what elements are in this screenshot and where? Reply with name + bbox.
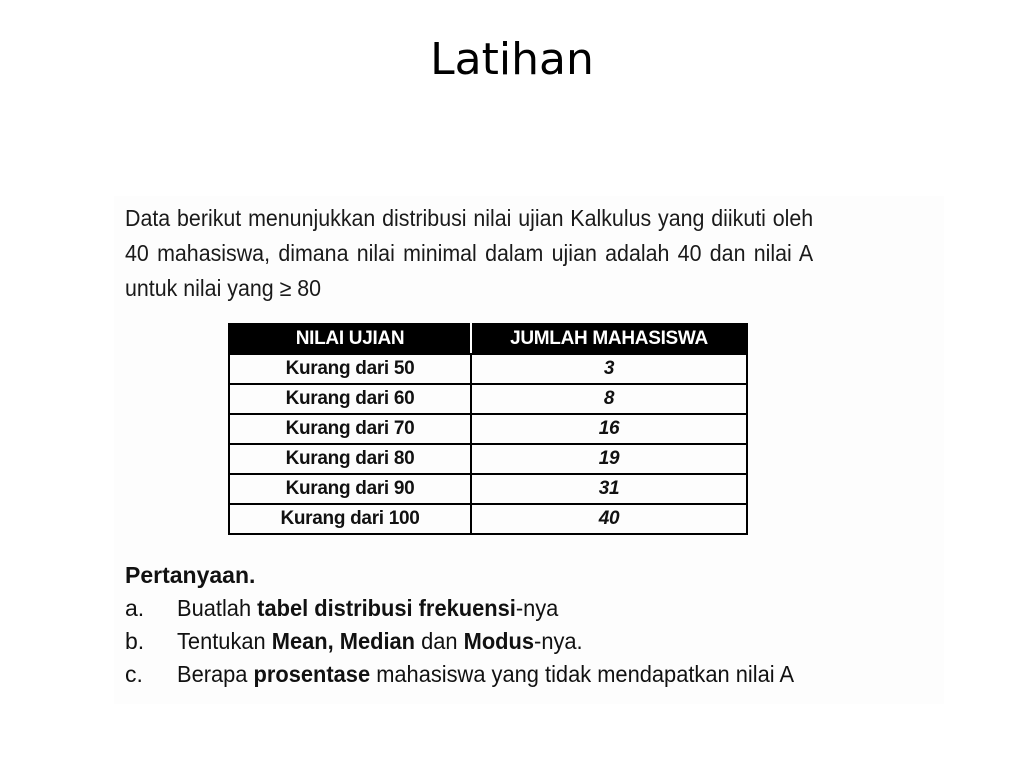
questions-heading: Pertanyaan. <box>125 562 256 588</box>
slide-title: Latihan <box>430 34 594 85</box>
question-text <box>177 625 583 658</box>
question-run: dan <box>415 628 464 654</box>
question-emphasis: prosentase <box>253 661 371 687</box>
table-row <box>229 474 747 504</box>
intro-text: Data berikut menunjukkan distribusi nilai ujian Kalkulus yang diikuti oleh 40 mahasiswa, dimana nilai minimal dalam ujian adalah 40 dan nilai A untuk nilai yang ≥ 80 <box>125 205 814 301</box>
question-letter: a. <box>125 595 145 621</box>
row-value: 31 <box>471 474 747 504</box>
question-emphasis: tabel distribusi frekuensi <box>257 595 516 621</box>
question-run: Buatlah <box>177 595 258 621</box>
table-row <box>229 384 747 414</box>
question-item <box>125 592 945 625</box>
row-label: Kurang dari 70 <box>229 414 471 444</box>
row-value: 16 <box>471 414 747 444</box>
row-label: Kurang dari 100 <box>229 504 471 534</box>
row-label: Kurang dari 80 <box>229 444 471 474</box>
column-header-jumlah-mahasiswa: JUMLAH MAHASISWA <box>471 324 747 354</box>
frequency-table <box>228 323 748 535</box>
question-item <box>125 658 945 691</box>
question-text <box>177 592 558 625</box>
table-row <box>229 504 747 534</box>
question-run: -nya <box>515 595 559 621</box>
intro-paragraph <box>125 201 813 306</box>
row-label: Kurang dari 50 <box>229 354 471 384</box>
table-row <box>229 444 747 474</box>
row-value: 19 <box>471 444 747 474</box>
question-run: -nya. <box>534 628 583 654</box>
table-header-row <box>229 324 747 354</box>
question-run: Tentukan <box>177 628 272 654</box>
question-run: Berapa <box>177 661 254 687</box>
column-header-nilai-ujian: NILAI UJIAN <box>229 324 471 354</box>
row-value: 8 <box>471 384 747 414</box>
question-letter: c. <box>125 661 143 687</box>
question-run: mahasiswa yang tidak mendapatkan nilai A <box>370 661 795 687</box>
question-emphasis: Mean, Median <box>271 628 416 654</box>
questions-list <box>125 592 945 691</box>
row-value: 40 <box>471 504 747 534</box>
row-label: Kurang dari 60 <box>229 384 471 414</box>
table-row <box>229 354 747 384</box>
question-item <box>125 625 945 658</box>
row-label: Kurang dari 90 <box>229 474 471 504</box>
question-emphasis: Modus <box>463 628 535 654</box>
question-text <box>177 658 794 691</box>
question-letter: b. <box>125 628 145 654</box>
table-row <box>229 414 747 444</box>
row-value: 3 <box>471 354 747 384</box>
